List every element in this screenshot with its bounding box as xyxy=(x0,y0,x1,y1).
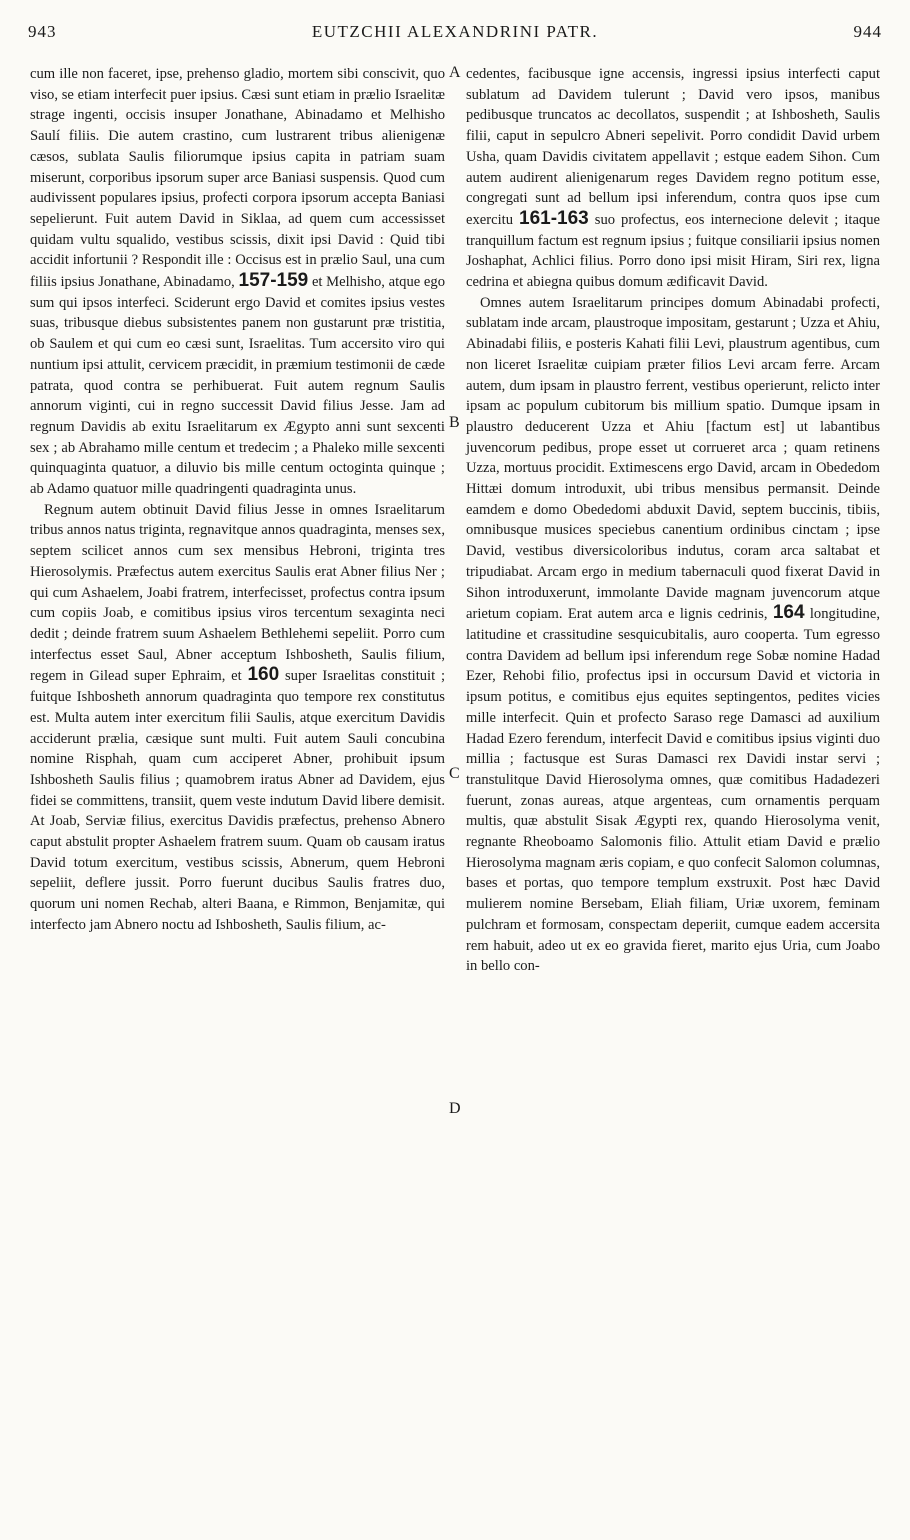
text-run: cum ille non faceret, ipse, prehenso gladio, mortem sibi conscivit, quo viso, se etiam interfecit puer ipsius. Cæsi sunt etiam in prælio Israelitæ strage ingenti, occisis insuper Jonathane, Abinadamo et Melhisho Saulí filiis. Die autem crastino, cum lustrarent tribus alienigenæ cæsos, sublata Saulis filiorumque ipsius capita in patriam suam miserunt, corporibus ipsorum super arce Baniasi suspensis. Quod cum audivissent populares ipsius, profecti corpora ipsorum accepta Baniasi sepelierunt. Fuit autem David in Siklaa, ad quem cum accessisset quidam vultu squalido, vestibus scissis, dixit ipsi David : Quid tibi accidit infortunii ? Respondit ille : Occisus est in prælio Saul, una cum filiis ipsius Jonathane, Abinadamo, xyxy=(30,66,445,291)
paragraph xyxy=(466,64,880,293)
text-run: cedentes, facibusque igne accensis, ingressi ipsius interfecti caput sublatum ad Davidem tulerunt ; David vero ipsos, manibus pedibusque truncatos ac decollatos, suspendit ; at Ishbosheth, Saulis filii, caput in sepulcro Abneri sepelivit. Porro condidit David urbem Usha, quam Davidis civitatem appellavit ; estque eadem Sihon. Cum autem audirent alienigenarum reges Davidem regno potitum esse, congregati sunt ad bellum ipsi inferendum, contra quos ipse cum exercitu xyxy=(466,66,880,228)
running-title: EUTZCHII ALEXANDRINI PATR. xyxy=(311,22,599,41)
paragraph xyxy=(466,293,880,977)
text-run: longitudine, latitudine et crassitudine sesquicubitalis, auro cooperta. Tum egresso contra Davidem ad bellum ipsi inferendum rege Sobæ nomine Hadad Ezer, Rehobi filio, profectus ipsi in occursum David et victoria in ipsum potitus, e comitibus ejus equites septingentos, pedites vicies mille interfecit. Quin et profecto Saraso rege Damasci ad auxilium Hadad Ezero ferendum, interfecit David e comitibus ipsius viginti duo millia ; factusque est Suras Damasci rex Davidi instar servi ; transtulitque David Hierosolyma omnes, quæ comitibus Hadadezeri fuerunt, zonas aureas, atque argenteas, cum ornamentis perquam multis, quæ abstulit Sisak Ægypti rex, quando Hierosolyma venit, regnante Rheoboamo Salomonis filio. Attulit etiam David e prælio Hierosolyma magnam æris copiam, e quo confecit Salomon columnas, bases et portas, quo tempore templum exstruxit. Post hæc David mulierem nomine Bersebam, Eliah filiam, Uriæ uxorem, feminam pulchram et formosam, conspectam deperiit, cumque eadem accersita rem habuit, adeo ut ex eo gravida fieret, marito ejus Uria, cum Joabo in bello con- xyxy=(466,606,880,975)
paragraph xyxy=(30,64,445,500)
page-number-left: 943 xyxy=(28,22,57,41)
margin-marker-a: A xyxy=(449,64,461,81)
margin-marker-b: B xyxy=(449,414,460,431)
section-number: 160 xyxy=(247,664,280,686)
page-number-right: 944 xyxy=(853,22,882,41)
text-run: super Israelitas constituit ; fuitque Ishbosheth annorum quadraginta quo tempore rex constitutus est. Multa autem inter exercitum filii Saulis, atque exercitum Davidis acciderunt prælia, cæsique sunt multi. Fuit autem Sauli concubina nomine Risphah, quam cum acciperet Abner, prohibuit ipsum Ishbosheth Saulis filius ; quamobrem iratus Abner ad Davidem, ejus fidei se committens, transiit, quem veste indutum David libere demisit. At Joab, Serviæ filius, exercitus Davidis præfectus, prehenso Abnero caput abstulit propter Ashaelem fratrem suum. Quam ob causam iratus David totum exercitum, vestibus scissis, Abnerum, quem Hebroni sepeliit, deflere jussit. Porro fuerunt ducibus Saulis fratres duo, quorum uni nomen Rechab, alteri Baana, e Rimmon, Benjamitæ, qui interfecto jam Abnero noctu ad Ishbosheth, Saulis filium, ac- xyxy=(30,668,446,933)
section-number: 157-159 xyxy=(238,270,309,292)
text-run: suo profectus, eos internecione delevit ; itaque tranquillum factum est regnum ipsius ; fuitque consiliarii ipsius nomen Joshaphat, Achlici filius. Porro dono ipsi misit Hiram, Siri rex, ligna cedrina et abiegna quibus domum ædificavit David. xyxy=(466,211,880,291)
text-run: Omnes autem Israelitarum principes domum Abinadabi profecti, sublatam inde arcam, plaustroque impositam, gestarunt ; Uzza et Ahiu, Abinadabi filiis, e posteris Kahati filii Levi, plaustrum agentibus, cum non liceret Israelitæ cuipiam præter filios Levi arcam ferre. Arcam autem, dum ipsam in plaustro ferrent, vestibus operierunt, relicto inter ipsam ac populum cubitorum bis millium spatio. Dumque ipsam in plaustro deducerent Uzza et Ahiu [factum est] ut labantibus juvencorum pedibus, prope esset ut corrueret arca ; quam retinens Uzza, mortuus procidit. Extimescens ergo David, arcam in Obededom Hittæi domum introduxit, ubi tribus mensibus permansit. Deinde eamdem e domo Obededomi abduxit David, septem buccinis, tibiis, omnibusque musices speciebus canentium ordinibus cinctam ; ipse David, vestibus diversicoloribus indutus, coram arca saltabat et tripudiabat. Arcam ergo in medium tabernaculi quod fixerat David in Sihon introduxerunt, immolante Davide magnam juvencorum atque arietum copiam. Erat autem arca e lignis cedrinis, xyxy=(466,294,880,623)
margin-marker-c: C xyxy=(449,765,460,782)
running-header xyxy=(28,22,882,46)
text-run: et Melhisho, atque ego sum qui ipsos interfeci. Sciderunt ergo David et comites ipsius vestes suas, tribusque diebus subsistentes panem non gustarunt præ tristitia, ob Saulem et qui cum eo cæsi sunt, Israelitas. Tum accersito viro qui nuntium ipsi attulit, cervicem præcidit, in præmium testimonii de cæde patrata, quod contra se perhibuerat. Fuit autem regnum Saulis annorum viginti, cui in regno successit David filius Jesse. Jam ad regnum Davidis ab exitu Israelitarum ex Ægypto anni sunt sexcenti sex ; ab Abrahamo mille centum et tredecim ; a Phaleko mille sexcenti quinquaginta quatuor, a diluvio bis mille centum octoginta quinque ; ab Adamo quatuor mille quadringenti quadraginta unus. xyxy=(30,274,445,498)
section-number: 164 xyxy=(772,602,805,624)
paragraph xyxy=(30,500,445,936)
left-column xyxy=(30,64,445,936)
section-number: 161-163 xyxy=(519,207,589,229)
margin-marker-d: D xyxy=(449,1100,461,1117)
text-run: Regnum autem obtinuit David filius Jesse in omnes Israelitarum tribus annos natus triginta, regnavitque annos quadraginta, menses sex, septem scilicet annos cum sex mensibus Hebroni, triginta tres Hierosolymis. Præfectus autem exercitus Saulis erat Abner filius Ner ; qui cum Ashaelem, Joabi fratrem, interfecisset, profectus contra ipsum cum copiis Joab, e comitibus ipsius viros tercentum sexaginta neci dedit ; deinde fratrem suum Ashaelem Bethlehemi sepeliit. Porro cum interfectus esset Saul, Abner acceptum Ishbosheth, Saulis filium, regem in Gilead super Ephraim, et xyxy=(30,501,445,685)
right-column xyxy=(466,64,880,977)
